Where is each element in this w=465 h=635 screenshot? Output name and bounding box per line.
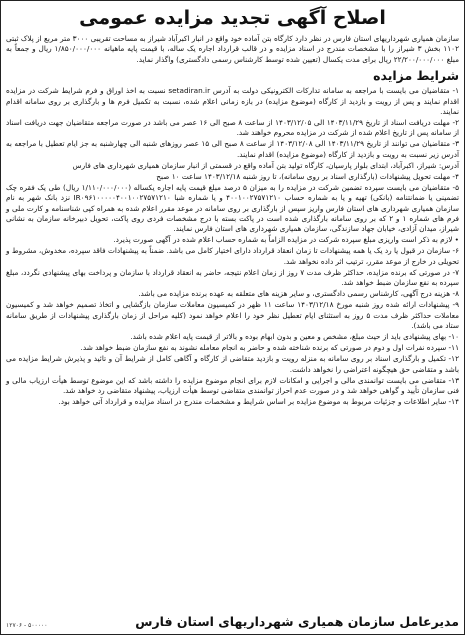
condition-item-1: ۱- متقاضیان می بایست با مراجعه به سامانه تدارکات الکترونیکی دولت به آدرس setadiran.ir نسبت به اخذ اوراق و فرم شرایط شرکت در مزایده اقدام نمایند و پس از رویت و بازدید از کارگاه (موضوع مزایده) در بازه زمانی اعلام شده، نسبت به تکمیل فرم ها و بارگذاری بر روی سامانه اقدام نمایند. — [6, 86, 459, 117]
signature-line: مدیرعامل سازمان همیاری شهرداریهای استان فارس — [135, 614, 459, 629]
condition-item-10: ۱۰- بهای پیشنهادی باید از حیث مبلغ، مشخص و معین و بدون ابهام بوده و بالاتر از قیمت پایه اعلام شده باشد. — [130, 332, 459, 342]
condition-address: آدرس: شیراز، اکبرآباد، ابتدای بلوار پارسیان، کارگاه تولید بتن آماده واقع در قسمتی از انبار سازمان همیاری شهرداری های فارس — [72, 160, 459, 170]
condition-item-11: ۱۱- سپرده نفرات اول و دوم در صورتی که برنده شناخته شده و حاضر به انجام معامله نشوند به نفع سازمان ضبط خواهد شد. — [80, 343, 459, 353]
notice-title: اصلاح آگهی تجدید مزایده عمومی — [79, 7, 386, 29]
reference-code: ۱۲۷۰۶ - ۵۰۰۰۰۰ — [6, 622, 48, 629]
condition-item-7: ۷- در صورتی که برنده مزایده، حداکثر ظرف مدت ۷ روز از زمان اعلام نتیجه، حاضر به انعقاد قرارداد با سازمان و پرداخت بهای پیشنهادی نگردد، مبلغ سپرده به نفع سازمان ضبط خواهد شد. — [6, 267, 459, 288]
condition-item-13: ۱۳- متقاضی می بایست توانمندی مالی و اجرایی و امکانات لازم برای انجام موضوع مزایده را داشته باشد که این موضوع توسط هیأت ارزیاب مالی و فنی سازمان تأیید و گواهی خواهد شد و در صورت عدم احراز توانمندی متقاضی توسط هیأت ارزیاب، پیشنهاد متقاضی رد خواهد شد. — [6, 375, 459, 395]
conditions-list — [6, 86, 459, 408]
condition-item-8: ۸- هزینه درج آگهی، کارشناس رسمی دادگستری، و سایر هزینه های متعلقه به عهده برنده مزایده می باشد. — [138, 289, 459, 299]
notice-intro: سازمان همیاری شهرداریهای استان فارس در نظر دارد کارگاه بتن آماده خود واقع در انبار اکبرآباد شیراز به مساحت تقریبی ۳۰۰۰ متر مربع از پلاک ثبتی ۱۱۰۲ بخش ۳ شیراز را با مشخصات مندرج در اسناد مزایده و در قالب قرارداد اجاره یک ساله، با قیمت پایه ماهیانه ۱/۸۵۰/۰۰۰/۰۰۰ ریال و جمعاً به مبلغ ۲۲/۲۰۰/۰۰۰/۰۰۰ ریال برای مدت یکسال (تعیین شده توسط کارشناس رسمی دادگستری) واگذار نماید. — [6, 34, 459, 64]
condition-item-9: ۹- پیشنهادات ارائه شده روز شنبه مورخ ۱۴۰۳/۱۲/۱۸ ساعت ۱۱ ظهر در کمیسیون معاملات سازمان بازگشایی و اتخاذ تصمیم خواهد شد و کمیسیون معاملات حداکثر ظرف مدت ۵ روز به استثنای ایام تعطیل نظر خود را اعلام خواهد نمود (کلیه مراحل از زمان بارگذاری پیشنهادات از طریق سامانه ستاد می باشد). — [6, 300, 459, 331]
condition-item-4: ۴- مهلت تحویل پیشنهادات (بارگذاری اسناد بر روی سامانه)، تا روز شنبه ۱۴۰۳/۱۲/۱۸ ساعت ۱۰ صبح — [156, 171, 459, 181]
condition-item-12: ۱۲- تکمیل و بارگذاری اسناد بر روی سامانه به منزله رویت و بازدید متقاضی از کارگاه و آگاهی کامل از شرایط آن و تائید و پذیرش شرایط مزایده می باشد و متقاضی حق هیچگونه اعتراضی را نخواهد داشت. — [6, 354, 459, 374]
notice-footer — [6, 613, 459, 631]
condition-item-14: ۱۴- سایر اطلاعات و جزئیات مربوط به موضوع مزایده بر اساس شرایط و مشخصات مندرج در اسناد مزایده و قرارداد آتی خواهد بود. — [58, 396, 459, 406]
condition-item-2: ۲- مهلت دریافت اسناد از تاریخ ۱۴۰۳/۱۱/۲۹ الی ۱۴۰۳/۱۲/۰۵ از ساعت ۸ صبح الی ۱۶ عصر می باشد در صورت مراجعه متقاضیان جهت دریافت اسناد از سامانه پس از تاریخ اعلام شده از شرکت در مزایده محروم خواهند شد. — [6, 118, 460, 138]
conditions-heading: شرایط مزایده — [373, 68, 459, 84]
condition-item-3: ۳- متقاضیان می توانند از تاریخ ۱۴۰۳/۱۱/۲۹ الی ۱۴۰۳/۱۲/۰۸ از ساعت ۸ صبح الی ۱۵ عصر روزهای شنبه الی چهارشنبه به جز ایام تعطیل با مراجعه به آدرس زیر نسبت به رویت و بازدید از کارگاه (موضوع مزایده) اقدام نمایند. — [6, 139, 459, 159]
condition-item-5: ۵- متقاضیان می بایست سپرده تضمین شرکت در مزایده را به میزان ۵ درصد مبلغ قیمت پایه اجاره یکساله (۱/۱۱۰/۰۰۰/۰۰۰ ریال) طی یک فقره چک تضمینی یا ضمانتنامه (بانکی) تهیه و یا به شماره حساب ۴۰۰۱۰۰۲۷۵۷۱۲۱۰ و یا شماره شبا IR۰۹۶۱۰۰۰۰۰۴۰۰۱۰۰۲۷۵۷۱۲۱۰ نزد بانک شهر به نام سازمان همیاری شهرداری های استان فارس واریز سپس از بارگذاری بر روی سامانه در موعد مقرر اعلام شده به همراه کپی شناسنامه و کارت ملی و فرم های شماره ۱ و ۲ که بر روی سامانه بارگذاری شده است در پاکت بسته با درج مشخصات فردی روی پاکت، تحویل دبیرخانه سازمان به نشانی شیراز، میدان آزادی، خیابان جهاد سازندگی، سازمان همیاری شهرداری های استان فارس نمایند. — [6, 182, 459, 234]
condition-note: • لازم به ذکر است واریزی مبلغ سپرده شرکت در مزایده الزاماً به شماره حساب اعلام شده در آگهی صورت پذیرد. — [113, 235, 459, 245]
condition-item-6: ۶- سازمان در قبول یا رد یک یا همه پیشنهادات تا زمان انعقاد قرارداد دارای اختیار کامل می باشد. ضمناً به پیشنهادات فاقد سپرده، مخدوش، مشروط و تحویلی در خارج از موعد مقرر، ترتیب اثر داده نخواهد شد. — [6, 246, 459, 266]
